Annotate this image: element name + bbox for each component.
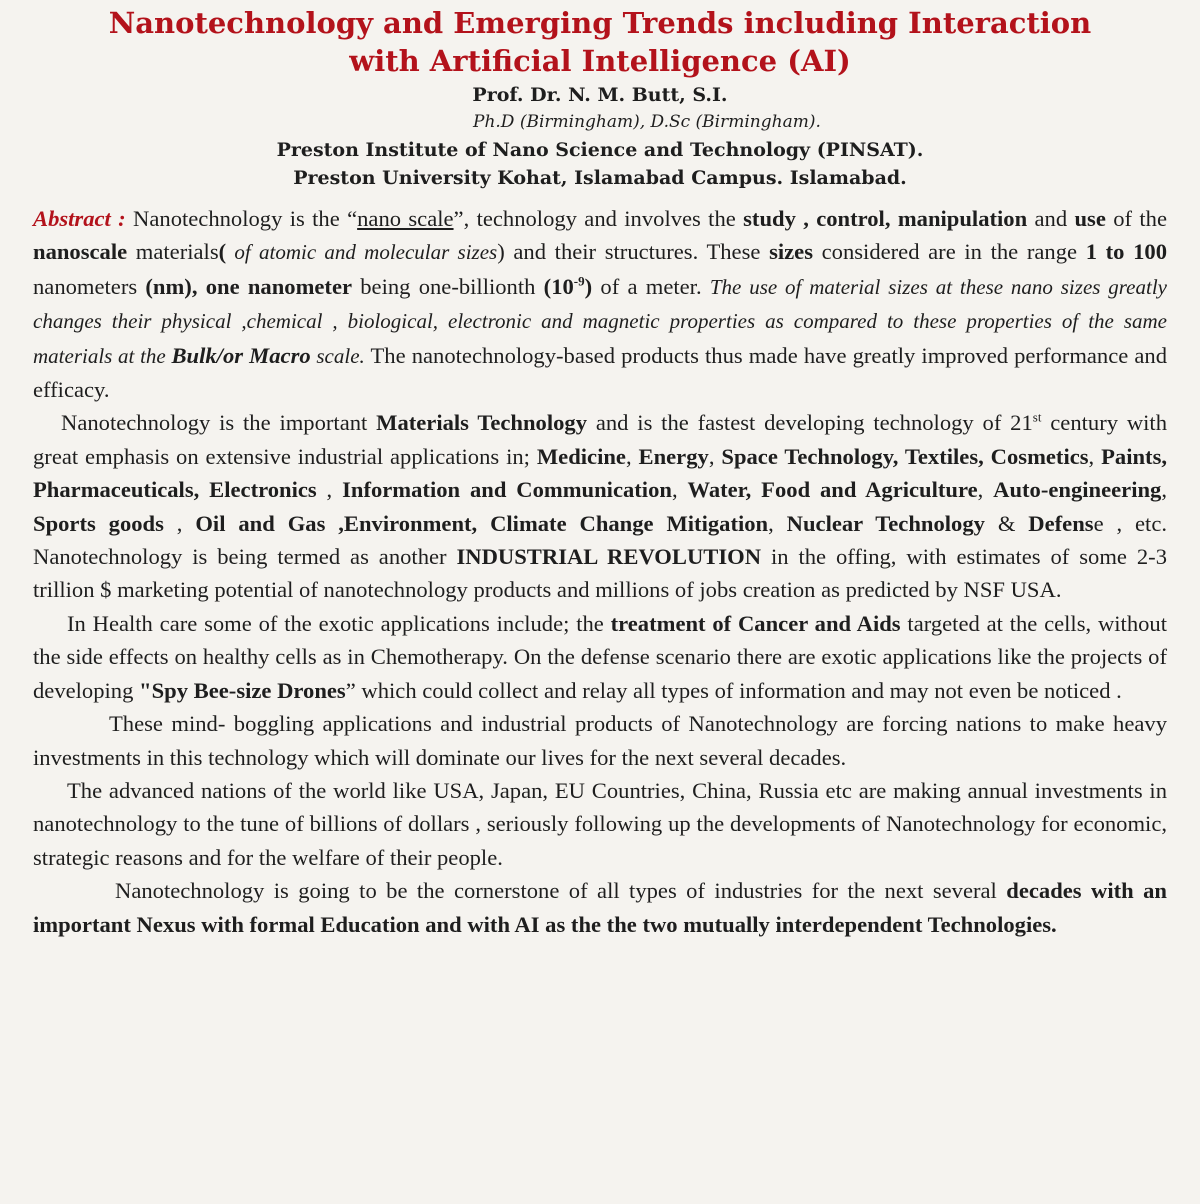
text: materials	[127, 239, 219, 265]
title-line-2: with Artificial Intelligence (AI)	[349, 44, 851, 78]
text: ,	[1161, 477, 1167, 503]
text: targeted at the cells, without the side effects on healthy cells as in Chemotherapy. On the defense scenario there are exotic applications like the projects of developing	[33, 610, 1168, 703]
bold-text: 1 to 100	[1085, 239, 1167, 265]
text: Nanotechnology is the important	[61, 410, 377, 436]
text: of a meter.	[592, 273, 710, 299]
bold-text: Nuclear Technology	[786, 510, 985, 536]
text: These mind- boggling applications and industrial products of Nanotechnology are forcing nations to make heavy investments in this technology which will dominate our lives for the next several decades.	[33, 711, 1167, 770]
superscript: -9	[573, 273, 585, 289]
bold-text: sizes	[769, 239, 813, 265]
bold-text: Paints, Pharmaceuticals, Electronics	[33, 443, 1168, 503]
author-name: Prof. Dr. N. M. Butt, S.I.	[472, 84, 728, 106]
bold-text: Information and Communication	[342, 477, 672, 503]
author-degrees: Ph.D (Birmingham), D.Sc (Birmingham).	[473, 112, 821, 132]
bold-text: (nm), one nanometer	[145, 273, 353, 299]
bold-text: Materials Technology	[376, 410, 588, 436]
bold-text: decades with an important Nexus with formal Education and with AI as the the two mutually interdependent Technologies.	[33, 878, 1167, 937]
text: ”, technology and involves the	[453, 206, 744, 231]
text: e , etc. Nanotechnology is being termed as another	[33, 510, 1168, 570]
bold-text: use	[1074, 206, 1106, 231]
bold-text: "Spy Bee-size Drones	[139, 677, 346, 703]
text: ,	[316, 477, 343, 503]
text: of the	[1105, 206, 1167, 231]
bold-text: nanoscale	[33, 239, 128, 265]
text: ,	[1088, 443, 1102, 469]
nano-scale-term: nano scale	[357, 206, 454, 231]
text: and	[1027, 206, 1075, 231]
bold-text: Auto-engineering	[993, 477, 1162, 503]
investments-paragraph	[33, 707, 1167, 774]
text: ,	[708, 443, 722, 469]
applications-paragraph	[33, 406, 1167, 606]
bold-text: Sports goods	[33, 510, 164, 536]
abstract-paragraph	[33, 202, 1167, 406]
bold-text: Defens	[1028, 510, 1094, 536]
title-line-1: Nanotechnology and Emerging Trends including Interaction	[108, 6, 1092, 40]
university-name: Preston University Kohat, Islamabad Campus. Islamabad.	[293, 167, 907, 189]
text: century with great emphasis on extensive industrial applications in;	[33, 410, 1168, 469]
text: being one-billionth	[352, 273, 544, 299]
text: ) and their structures. These	[497, 239, 770, 265]
bold-text: )	[584, 273, 593, 299]
document-page	[0, 4, 1200, 1204]
advanced-nations-paragraph	[33, 774, 1167, 874]
italic-text: The use of material sizes at these nano sizes greatly changes their physical ,chemical , biological, electronic and magnetic properties as compared to these properties of the same materials at the	[33, 274, 1167, 368]
text: The nanotechnology-based products thus made have greatly improved performance and efficacy.	[33, 342, 1168, 403]
bold-text: INDUSTRIAL REVOLUTION	[456, 544, 762, 570]
bold-text: Energy	[638, 443, 709, 469]
bold-text: (	[218, 239, 227, 265]
bold-text: Space Technology, Textiles, Cosmetics	[721, 443, 1089, 469]
document-title	[33, 4, 1167, 80]
superscript: st	[1032, 409, 1042, 425]
text: Nanotechnology is the “	[125, 206, 358, 231]
institute-name: Preston Institute of Nano Science and Technology (PINSAT).	[276, 139, 924, 161]
italic-text: of atomic and molecular sizes	[226, 240, 498, 265]
bold-text: (10	[543, 273, 574, 299]
text: In Health care some of the exotic applications include; the	[67, 610, 611, 636]
bold-text: Medicine	[536, 443, 626, 469]
text: Nanotechnology is going to be the cornerstone of all types of industries for the next several	[115, 878, 1007, 904]
text: ” which could collect and relay all types of information and may not even be noticed .	[345, 677, 1122, 703]
italic-text: scale.	[310, 343, 365, 368]
bold-text: Oil and Gas ,Environment, Climate Change Mitigation	[195, 510, 769, 536]
bold-text: Water, Food and Agriculture	[687, 477, 978, 503]
text: ,	[977, 477, 994, 503]
text: ,	[671, 477, 688, 503]
text: in the offing, with estimates of some 2-3 trillion $ marketing potential of nanotechnology products and millions of jobs creation as predicted by NSF USA.	[33, 544, 1167, 603]
bold-italic-text: Bulk/or Macro	[171, 342, 311, 368]
document-body	[33, 202, 1167, 941]
text: and is the fastest developing technology of 21	[587, 410, 1033, 436]
health-defense-paragraph	[33, 607, 1167, 707]
text: nanometers	[33, 273, 146, 299]
text: considered are in the range	[812, 239, 1086, 265]
text: ,	[163, 510, 196, 536]
text: The advanced nations of the world like USA, Japan, EU Countries, China, Russia etc are making annual investments in nanotechnology to the tune of billions of dollars , seriously following up the developments of Nanotechnology for economic, strategic reasons and for the welfare of their people.	[33, 777, 1167, 870]
conclusion-paragraph	[33, 874, 1167, 941]
abstract-label: Abstract :	[33, 206, 126, 231]
text: ,	[625, 443, 639, 469]
text: ,	[768, 510, 787, 536]
bold-text: treatment of Cancer and Aids	[610, 610, 901, 636]
bold-text: study , control, manipulation	[743, 206, 1028, 231]
text: &	[984, 510, 1029, 536]
